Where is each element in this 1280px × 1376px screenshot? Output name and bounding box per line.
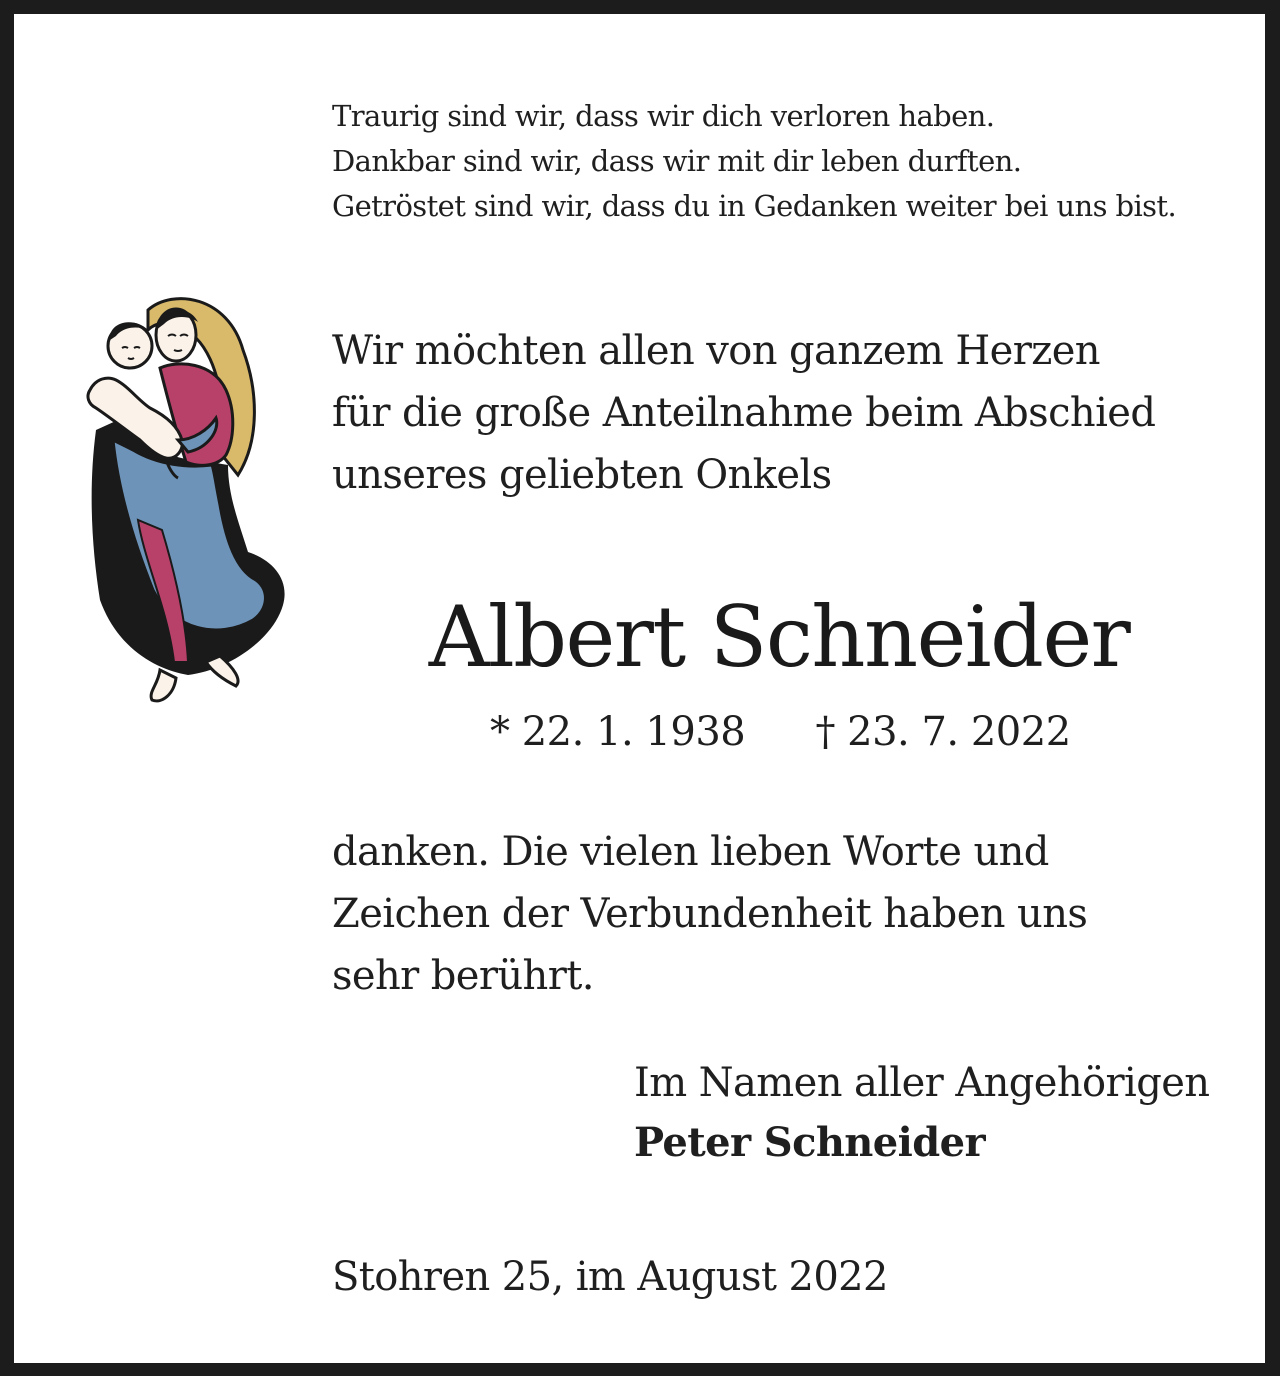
signature-block xyxy=(634,1054,1209,1172)
signatory-name: Peter Schneider xyxy=(634,1119,985,1166)
thanks-text xyxy=(332,821,1087,1007)
intro-text xyxy=(332,320,1155,506)
motto-line: Dankbar sind wir, dass wir mit dir leben durften. xyxy=(332,144,1022,178)
thanks-line: danken. Die vielen lieben Worte und xyxy=(332,829,1049,875)
motto-verse xyxy=(332,94,1176,229)
intro-line: Wir möchten allen von ganzem Herzen xyxy=(332,328,1100,374)
birth-date: * 22. 1. 1938 xyxy=(490,709,746,755)
motto-line: Traurig sind wir, dass wir dich verloren haben. xyxy=(332,99,995,133)
thanks-line: sehr berührt. xyxy=(332,953,594,999)
deceased-name: Albert Schneider xyxy=(428,588,1130,686)
motto-line: Getröstet sind wir, dass du in Gedanken weiter bei uns bist. xyxy=(332,189,1177,223)
place-and-date: Stohren 25, im August 2022 xyxy=(332,1254,888,1300)
thanks-line: Zeichen der Verbundenheit haben uns xyxy=(332,891,1088,937)
signature-line: Im Namen aller Angehörigen xyxy=(634,1060,1210,1106)
intro-line: unseres geliebten Onkels xyxy=(332,452,832,498)
death-date: † 23. 7. 2022 xyxy=(815,709,1071,755)
life-dates xyxy=(490,706,1071,758)
intro-line: für die große Anteilnahme beim Abschied xyxy=(332,390,1156,436)
